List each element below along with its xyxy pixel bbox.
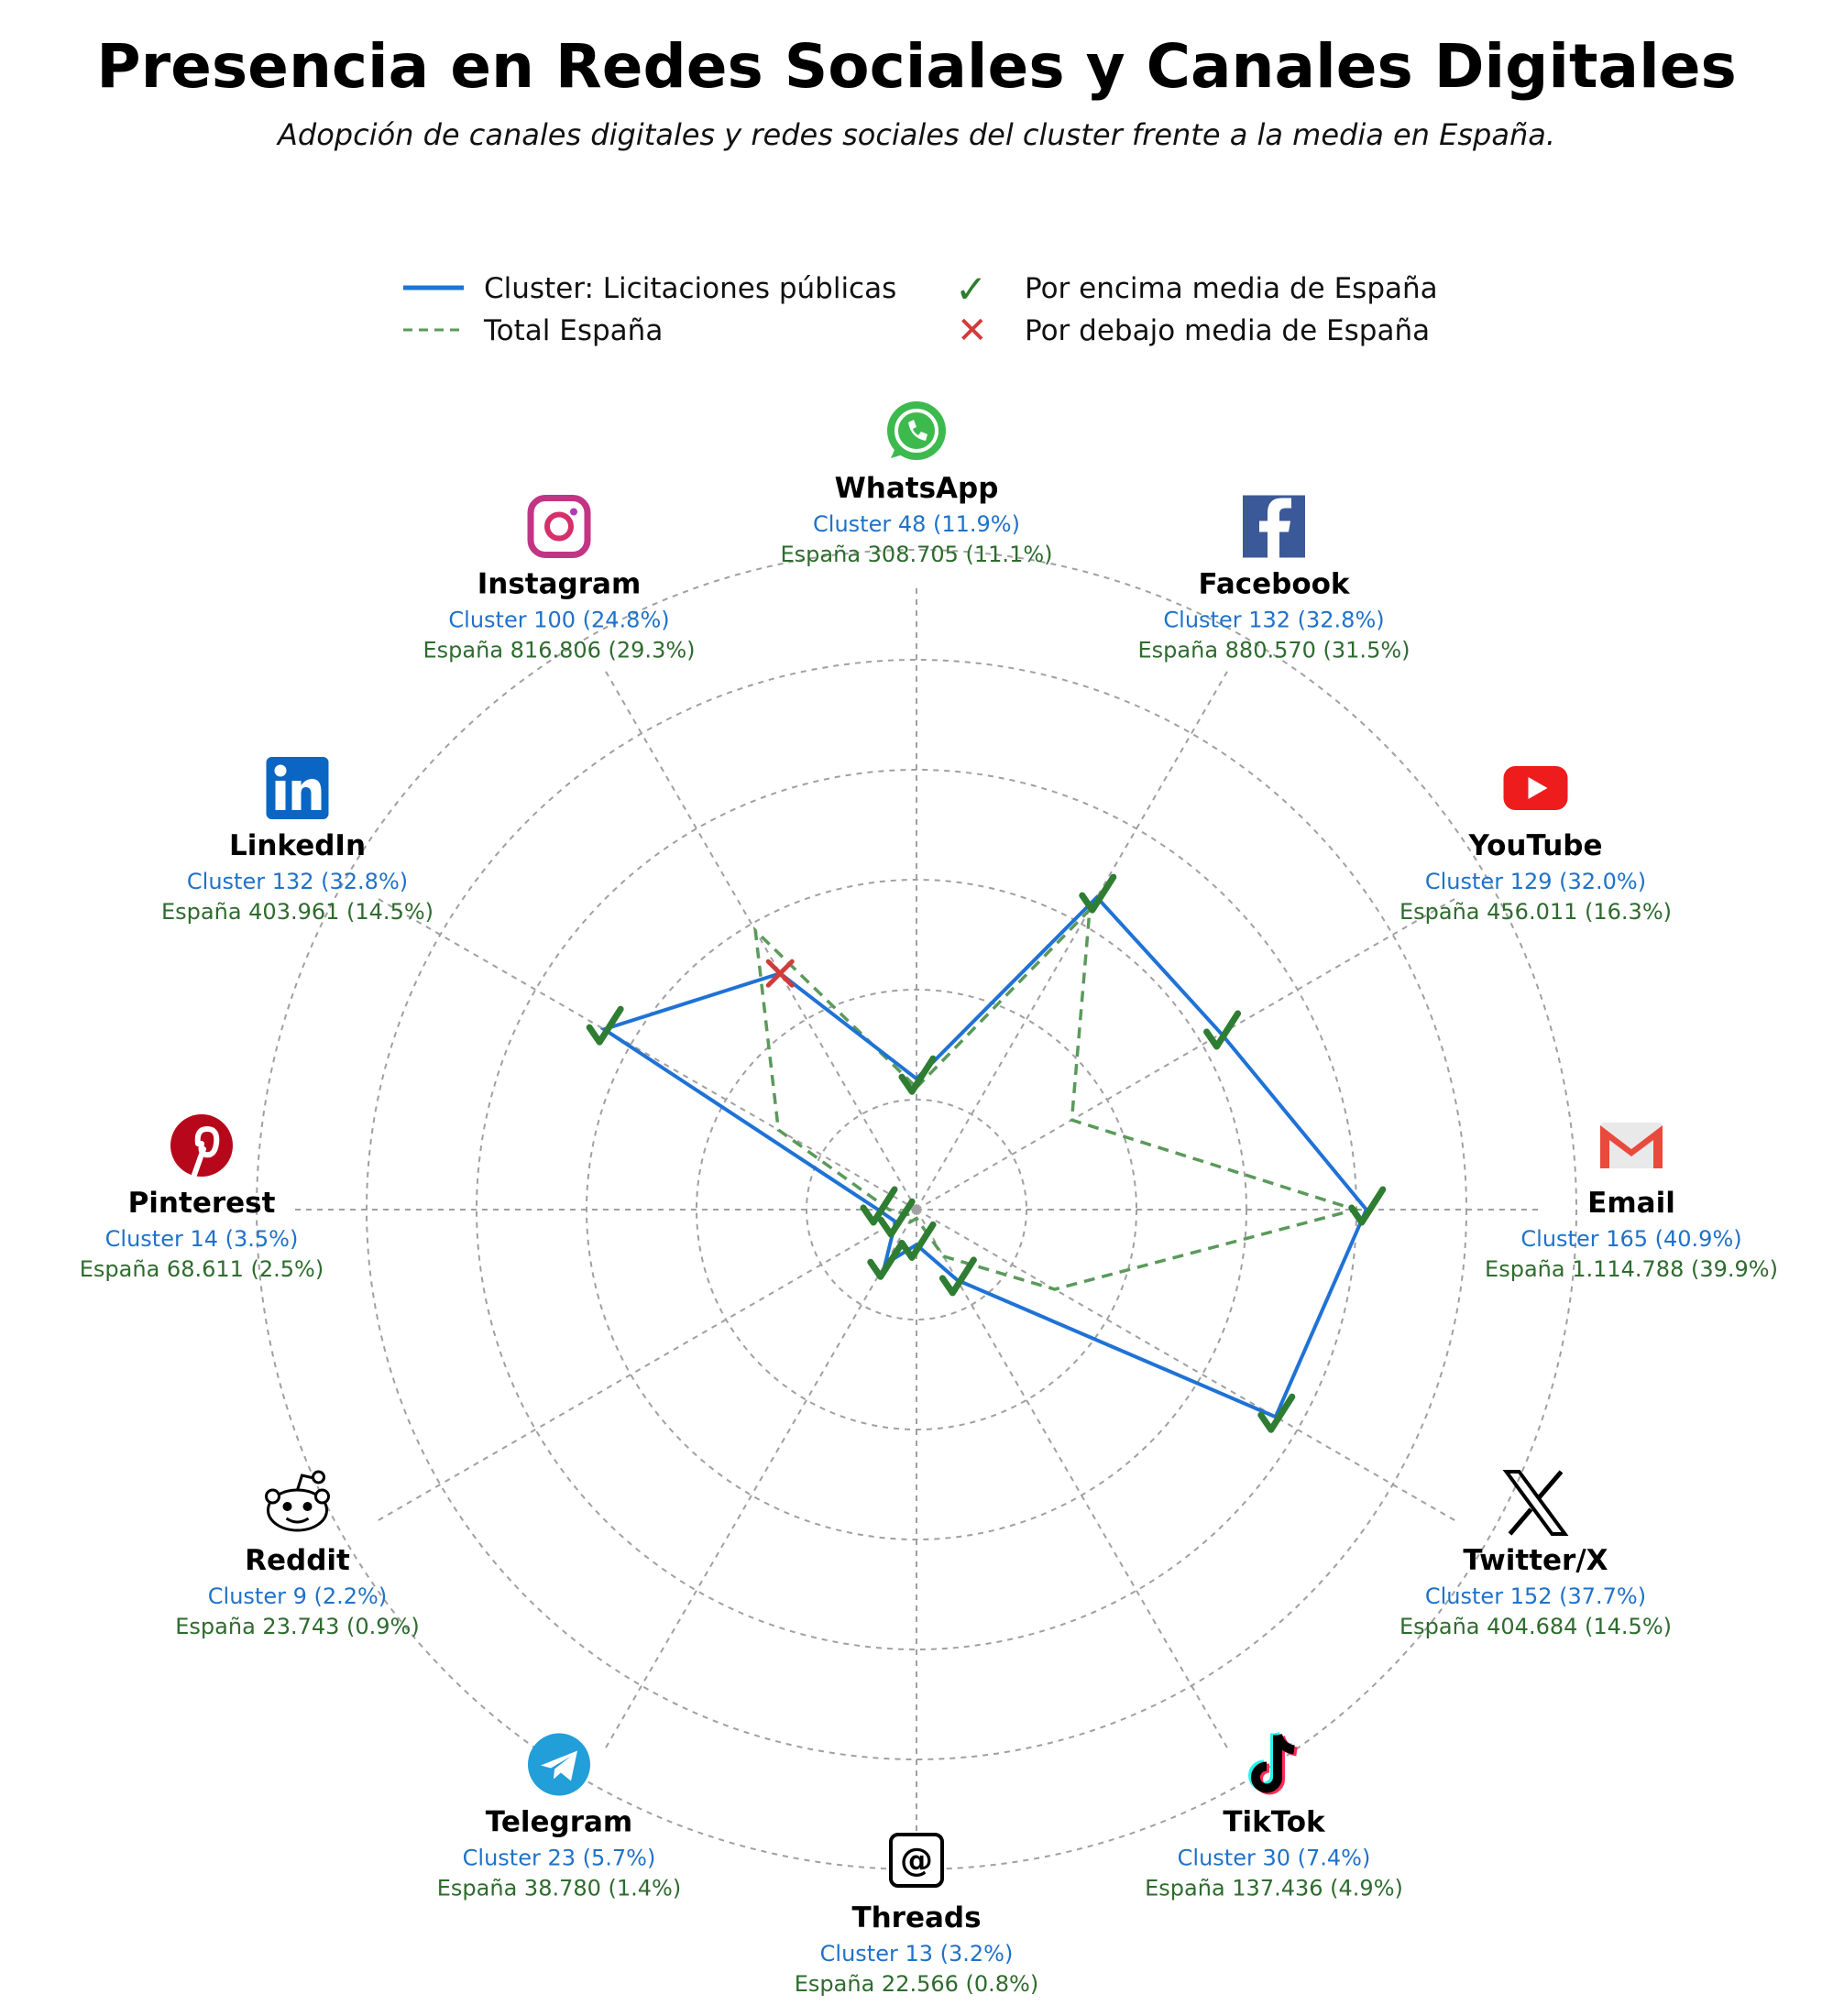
grid-spoke [377, 898, 916, 1210]
email-icon [1600, 1123, 1663, 1168]
category-label-linkedin [161, 757, 434, 925]
reddit-icon [267, 1472, 329, 1530]
cluster-value-label: Cluster 9 (2.2%) [207, 1583, 388, 1609]
category-name: Email [1587, 1187, 1675, 1220]
legend-below-icon: ✕ [957, 310, 988, 352]
category-name: LinkedIn [228, 829, 367, 862]
category-name: TikTok [1223, 1805, 1325, 1839]
category-name: Reddit [245, 1544, 350, 1577]
category-name: Pinterest [127, 1187, 276, 1220]
radar-markers [589, 877, 1383, 1430]
spain-value-label: España 816.806 (29.3%) [423, 637, 696, 663]
grid-spoke [916, 898, 1456, 1210]
svg-text:@: @ [900, 1842, 933, 1879]
legend-above-label: Por encima media de España [1025, 272, 1438, 305]
category-name: Twitter/X [1463, 1544, 1608, 1577]
radar-series [604, 897, 1367, 1417]
category-label-email [1485, 1123, 1778, 1282]
cluster-value-label: Cluster 48 (11.9%) [813, 511, 1020, 537]
legend-cluster-label: Cluster: Licitaciones públicas [484, 272, 897, 305]
category-name: Instagram [477, 567, 642, 601]
spain-value-label: España 23.743 (0.9%) [175, 1614, 420, 1639]
cluster-value-label: Cluster 132 (32.8%) [186, 869, 409, 894]
cluster-value-label: Cluster 132 (32.8%) [1163, 607, 1385, 633]
linkedin-icon [267, 757, 329, 819]
cluster-value-label: Cluster 129 (32.0%) [1424, 869, 1647, 894]
telegram-icon [528, 1733, 590, 1795]
youtube-icon [1503, 766, 1567, 810]
chart-title: Presencia en Redes Sociales y Canales Digitales [96, 31, 1737, 102]
above-marker-youtube [1207, 1013, 1238, 1046]
above-marker-facebook [1082, 877, 1114, 910]
series-cluster-line [604, 897, 1367, 1417]
category-label-tiktok [1145, 1733, 1403, 1901]
cluster-value-label: Cluster 30 (7.4%) [1177, 1845, 1371, 1871]
spain-value-label: España 404.684 (14.5%) [1399, 1614, 1672, 1639]
grid-spoke [916, 670, 1228, 1210]
cluster-value-label: Cluster 100 (24.8%) [448, 607, 670, 633]
spain-value-label: España 137.436 (4.9%) [1145, 1875, 1403, 1901]
spain-value-label: España 1.114.788 (39.9%) [1485, 1256, 1778, 1282]
grid-spoke [377, 1210, 916, 1521]
category-name: Telegram [485, 1805, 633, 1839]
category-name: YouTube [1468, 829, 1603, 862]
category-labels [80, 401, 1778, 1997]
tiktok-icon [1253, 1733, 1297, 1790]
legend [403, 267, 1438, 352]
above-marker-tiktok [942, 1260, 973, 1293]
series-spain-line [755, 910, 1356, 1289]
grid-spoke [605, 1210, 916, 1749]
radar-center [912, 1205, 921, 1214]
legend-above-icon: ✓ [955, 267, 988, 312]
cluster-value-label: Cluster 13 (3.2%) [819, 1941, 1014, 1967]
spain-value-label: España 403.961 (14.5%) [161, 899, 434, 925]
spain-value-label: España 68.611 (2.5%) [79, 1256, 324, 1282]
grid-spoke [916, 1210, 1228, 1749]
above-marker-email [1352, 1189, 1383, 1222]
category-label-whatsapp [781, 401, 1053, 567]
category-name: Facebook [1198, 567, 1350, 601]
radar-grid [257, 550, 1576, 1869]
threads-icon [891, 1835, 942, 1886]
spain-value-label: España 880.570 (31.5%) [1137, 637, 1410, 663]
cluster-value-label: Cluster 165 (40.9%) [1520, 1226, 1742, 1252]
cluster-value-label: Cluster 23 (5.7%) [462, 1845, 656, 1871]
cluster-value-label: Cluster 14 (3.5%) [104, 1226, 299, 1252]
spain-value-label: España 38.780 (1.4%) [436, 1875, 682, 1901]
category-label-twitter-x [1399, 1472, 1672, 1639]
spain-value-label: España 308.705 (11.1%) [780, 542, 1053, 567]
legend-below-label: Por debajo media de España [1025, 314, 1431, 347]
category-label-youtube [1399, 766, 1672, 925]
category-label-facebook [1138, 496, 1410, 663]
spain-value-label: España 22.566 (0.8%) [794, 1971, 1039, 1997]
category-name: WhatsApp [834, 472, 999, 505]
category-label-threads [795, 1835, 1038, 1997]
twitter-x-icon [1506, 1472, 1564, 1534]
category-label-reddit [175, 1472, 419, 1639]
legend-spain-label: Total España [484, 314, 664, 347]
grid-spoke [605, 670, 916, 1210]
category-label-instagram [423, 499, 696, 663]
cluster-value-label: Cluster 152 (37.7%) [1424, 1583, 1647, 1609]
chart-subtitle: Adopción de canales digitales y redes sociales del cluster frente a la media en España. [277, 117, 1555, 152]
spain-value-label: España 456.011 (16.3%) [1399, 899, 1672, 925]
category-label-telegram [437, 1733, 681, 1901]
pinterest-icon [170, 1114, 233, 1177]
category-name: Threads [851, 1901, 982, 1934]
below-marker-instagram [768, 961, 792, 985]
instagram-icon [531, 499, 587, 555]
whatsapp-icon [887, 401, 946, 460]
category-label-pinterest [80, 1114, 324, 1282]
grid-spoke [916, 1210, 1456, 1521]
facebook-icon [1243, 496, 1305, 558]
